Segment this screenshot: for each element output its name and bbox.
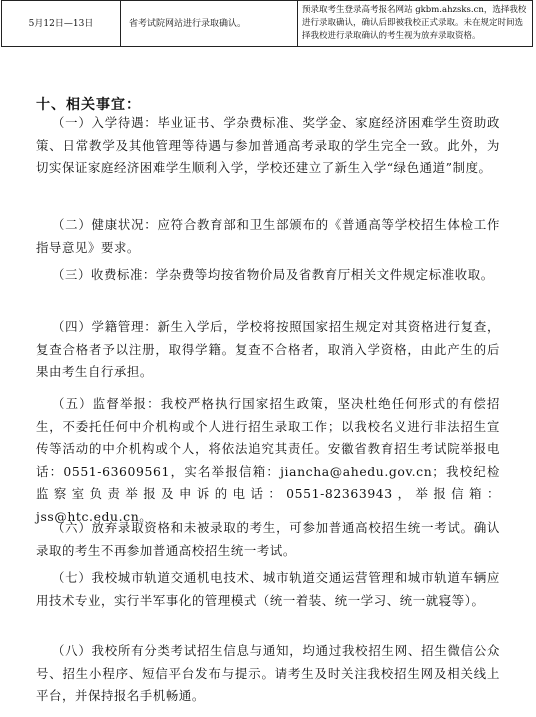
paragraph-fees: （三）收费标准：学杂费等均按省物价局及省教育厅相关文件规定标准收取。 (52, 267, 494, 282)
paragraph-forfeit: （六）放弃录取资格和未被录取的考生，可参加普通高校招生统一考试。确认录取的考生不再参加普通高校招生统一考试。 (36, 520, 500, 558)
paragraph-notifications: （八）我校所有分类考试招生信息与通知，均通过我校招生网、招生微信公众号、招生小程序、短信平台发布与提示。请考生及时关注我校招生网及相关线上平台，并保持报名手机畅通。 (36, 643, 500, 703)
table-row (2, 1, 533, 47)
paragraph-supervision: （五）监督举报：我校严格执行国家招生政策，坚决杜绝任何形式的有偿招生，不委托任何中介机构或个人进行招生录取工作；以我校名义进行非法招生宣传等活动的中介机构或个人，将依法追究其责任。安徽省教育招生考试院举报电话：0551-63609561，实名举报信箱：jiancha@ahedu.gov.cn；我校纪检监察室负责举报及申诉的电话：0551-82363943，举报信箱：jss@htc.edu.cn。 (36, 396, 500, 524)
note-cell: 预录取考生登录高考报名网站 gkbm.ahzsks.cn，选择我校进行录取确认，确认后即被我校正式录取。未在规定时间选择我校进行录取确认的考生视为放弃录取资格。 (298, 1, 533, 47)
paragraph-enrollment-benefits: （一）入学待遇：毕业证书、学杂费标准、奖学金、家庭经济困难学生资助政策、日常教学及其他管理等待遇与参加普通高考录取的学生完全一致。此外，为切实保证家庭经济困难学生顺利入学，学校还建立了新生入学“绿色通道”制度。 (36, 115, 500, 175)
schedule-table (1, 0, 533, 47)
paragraph-student-status: （四）学籍管理：新生入学后，学校将按照国家招生规定对其资格进行复查，复查合格者予以注册，取得学籍。复查不合格者，取消入学资格，由此产生的后果由考生自行承担。 (36, 319, 500, 379)
action-cell: 省考试院网站进行录取确认。 (121, 1, 298, 47)
date-cell: 5月12日—13日 (2, 1, 121, 47)
section-title: 十、相关事宜： (36, 97, 141, 113)
paragraph-health: （二）健康状况：应符合教育部和卫生部颁布的《普通高等学校招生体检工作指导意见》要求。 (36, 217, 500, 255)
paragraph-military-management: （七）我校城市轨道交通机电技术、城市轨道交通运营管理和城市轨道车辆应用技术专业，实行半军事化的管理模式（统一着装、统一学习、统一就寝等）。 (36, 570, 500, 608)
